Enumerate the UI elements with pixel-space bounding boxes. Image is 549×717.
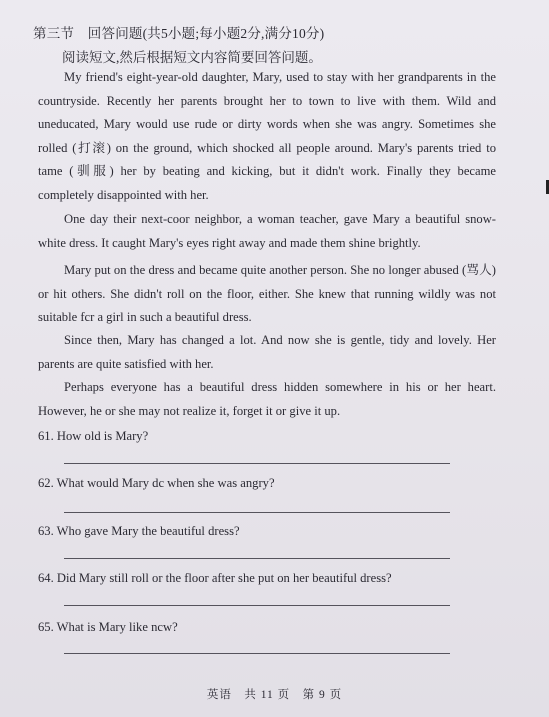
answer-line-61[interactable] [64,463,450,464]
instruction: 阅读短文,然后根据短文内容简要回答问题。 [62,50,322,65]
page-footer: 英语 共 11 页 第 9 页 [206,689,343,701]
answer-line-65[interactable] [64,653,450,654]
paragraph-4: Since then, Mary has changed a lot. And now she is gentle, tidy and lovely. Her parents are quite satisfied with her. [38,333,496,371]
question-61: 61. How old is Mary? [38,429,149,443]
question-65: 65. What is Mary like ncw? [38,620,178,634]
answer-line-62[interactable] [64,512,450,513]
answer-line-63[interactable] [64,558,450,559]
paragraph-1: My friend's eight-year-old daughter, Mary, used to stay with her grandparents in the countryside. Recently her parents brought her to town to live with them. Wild and uneducated, Mary would use rude or dirty words when she was angry. Sometimes she rolled (打滚) on the ground, which shocked all people around. Mary's parents tried to tame (驯服) her by beating and kicking, but it didn't work. Finally they became completely disappointed with her. [38,70,496,202]
answer-line-64[interactable] [64,605,450,606]
question-62: 62. What would Mary dc when she was angry? [38,476,275,490]
paragraph-3: Mary put on the dress and became quite another person. She no longer abused (骂人) or hit others. She didn't roll on the floor, either. She knew that running wildly was not suitable fcr a girl in such a beautiful dress. [38,263,496,325]
section-header: 第三节 回答问题(共5小题;每小题2分,满分10分) [33,26,325,41]
paragraph-5: Perhaps everyone has a beautiful dress hidden somewhere in his or her heart. However, he or she may not realize it, forget it or give it up. [38,380,496,418]
question-63: 63. Who gave Mary the beautiful dress? [38,524,240,538]
paragraph-2: One day their next-coor neighbor, a woman teacher, gave Mary a beautiful snow-white dress. It caught Mary's eyes right away and made them shine brightly. [38,212,496,250]
question-64: 64. Did Mary still roll or the floor after she put on her beautiful dress? [38,571,392,585]
